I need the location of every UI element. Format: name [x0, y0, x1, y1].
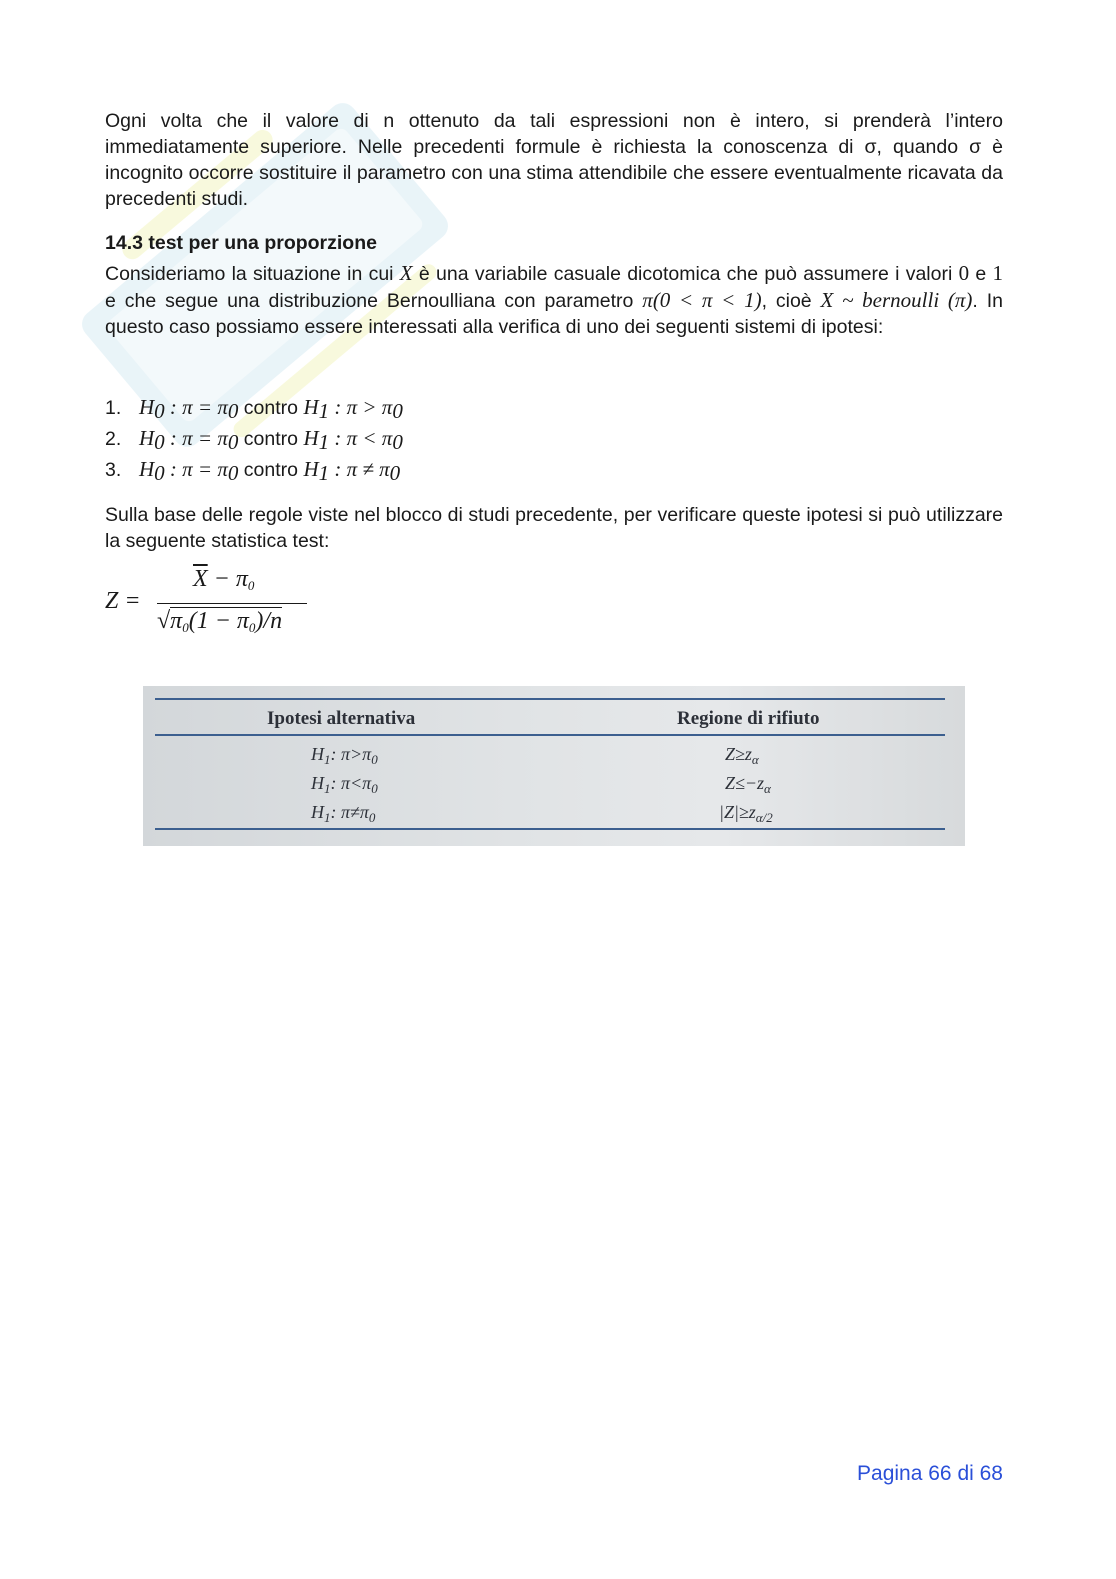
test-statistic-formula: Z = $\overline{X} - \pi_0$ $√\pi_0(1 - \pi_0)/n$ — [105, 566, 325, 646]
table-cell-region: $Z\ge z_\alpha$ — [725, 744, 759, 767]
rejection-region-table — [143, 686, 965, 846]
table-cell-hypothesis: $H_1$: $\pi<\pi_0$ — [311, 773, 378, 796]
table-cell-region: $|Z|\ge z_{\alpha/2}$ — [719, 802, 773, 825]
table-cell-region: $Z\le-z_\alpha$ — [725, 773, 771, 796]
table-cell-hypothesis: $H_1$: $\pi\ne\pi_0$ — [311, 802, 376, 825]
intro-paragraph: Ogni volta che il valore di n ottenuto da tali espressioni non è intero, si prenderà l’intero immediatamente superiore. Nelle precedenti formule è richiesta la conoscenza di σ, quando σ è incognito occorre sostituire il parametro con una stima attendibile che essere eventualmente ricavata da precedenti studi. — [105, 110, 1003, 210]
section-heading: 14.3 test per una proporzione — [105, 232, 377, 254]
list-item: 2. $H_0$ : $\pi = \pi_0$ contro $H_1$ : $\pi < \pi_0$ — [105, 426, 403, 454]
statistic-paragraph: Sulla base delle regole viste nel blocco di studi precedente, per verificare queste ipotesi si può utilizzare la seguente statistica test: — [105, 504, 1003, 552]
list-item: 1. $H_0$ : $\pi = \pi_0$ contro $H_1$ : $\pi > \pi_0$ — [105, 395, 403, 423]
page-number: Pagina 66 di 68 — [857, 1462, 1003, 1485]
table-header-alternative: Ipotesi alternativa — [267, 708, 416, 729]
list-item: 3. $H_0$ : $\pi = \pi_0$ contro $H_1$ : $\pi \ne \pi_0$ — [105, 457, 401, 485]
table-header-region: Regione di rifiuto — [677, 708, 820, 729]
hypothesis-list — [105, 392, 1003, 485]
definition-paragraph: Consideriamo la situazione in cui X è una variabile casuale dicotomica che può assumere i valori 0 e 1 e che segue una distribuzione Bernoulliana con parametro π(0 < π < 1), cioè X ~ bernoulli (π). In questo caso possiamo essere interessati alla verifica di uno dei seguenti sistemi di ipotesi: — [105, 261, 1003, 338]
table-cell-hypothesis: $H_1$: $\pi>\pi_0$ — [311, 744, 378, 767]
